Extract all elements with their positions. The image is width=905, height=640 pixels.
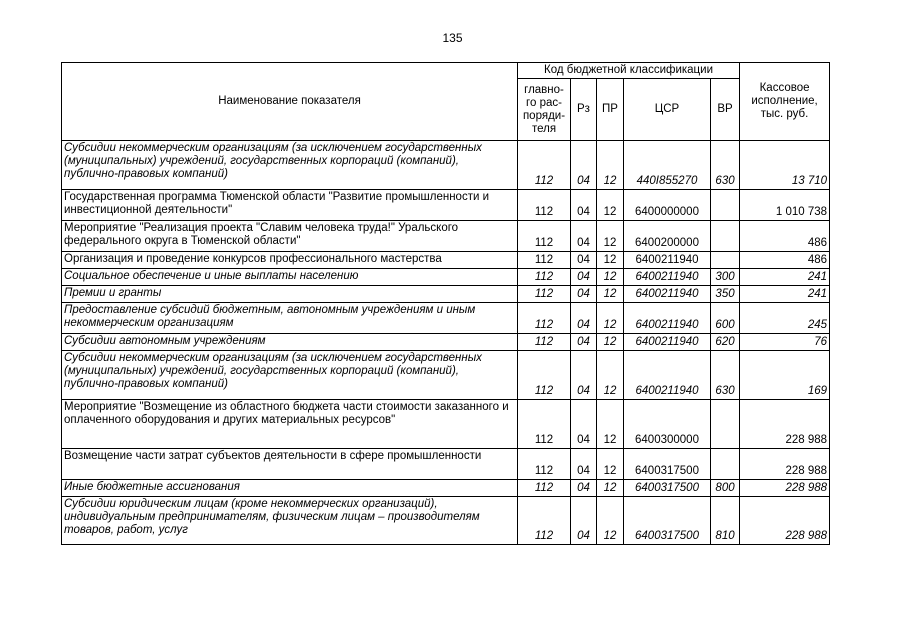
cell-grbs: 112 [518,449,571,480]
cell-grbs: 112 [518,141,571,190]
cell-pr: 12 [597,221,624,252]
cell-pr: 12 [597,334,624,351]
table-row [62,400,830,449]
cell-grbs: 112 [518,190,571,221]
table-row [62,141,830,190]
cell-pr: 12 [597,190,624,221]
cell-grbs: 112 [518,269,571,286]
cell-pr: 12 [597,497,624,545]
table-body [62,141,830,545]
cell-pr: 12 [597,400,624,449]
header-classification: Код бюджетной классификации [518,63,740,79]
cell-pr: 12 [597,141,624,190]
cell-name: Возмещение части затрат субъектов деятельности в сфере промышленности [62,449,518,480]
cell-amount: 228 988 [740,497,830,545]
cell-amount: 245 [740,303,830,334]
cell-csr: 6400317500 [624,449,711,480]
cell-grbs: 112 [518,334,571,351]
table-row [62,449,830,480]
header-csr: ЦСР [624,79,711,141]
cell-amount: 228 988 [740,400,830,449]
cell-csr: 6400211940 [624,334,711,351]
cell-rz: 04 [571,400,597,449]
cell-vr: 810 [711,497,740,545]
cell-amount: 241 [740,286,830,303]
cell-grbs: 112 [518,286,571,303]
cell-csr: 6400211940 [624,252,711,269]
cell-csr: 6400211940 [624,286,711,303]
cell-csr: 6400200000 [624,221,711,252]
page-number: 135 [442,31,463,45]
cell-csr: 6400211940 [624,303,711,334]
cell-csr: 6400211940 [624,351,711,400]
cell-name: Мероприятие "Реализация проекта "Славим человека труда!" Уральского федерального округа в Тюменской области" [62,221,518,252]
cell-name: Премии и гранты [62,286,518,303]
cell-rz: 04 [571,480,597,497]
cell-csr: 440I855270 [624,141,711,190]
cell-rz: 04 [571,449,597,480]
cell-rz: 04 [571,303,597,334]
cell-amount: 1 010 738 [740,190,830,221]
cell-amount: 228 988 [740,480,830,497]
cell-rz: 04 [571,286,597,303]
header-grbs: главно-го рас-поряди-теля [518,79,571,141]
cell-csr: 6400317500 [624,480,711,497]
header-amount: Кассовое исполнение, тыс. руб. [740,63,830,141]
cell-name: Субсидии юридическим лицам (кроме некоммерческих организаций), индивидуальным предпринимателям, физическим лицам – производителям товаров, работ, услуг [62,497,518,545]
cell-grbs: 112 [518,221,571,252]
cell-name: Мероприятие "Возмещение из областного бюджета части стоимости заказанного и оплаченного оборудования и других материальных ресурсов" [62,400,518,449]
budget-table [61,62,830,545]
cell-csr: 6400300000 [624,400,711,449]
cell-vr [711,190,740,221]
table-row [62,269,830,286]
cell-name: Субсидии некоммерческим организациям (за исключением государственных (муниципальных) учреждений, государственных корпораций (компаний), публично-правовых компаний) [62,141,518,190]
cell-rz: 04 [571,334,597,351]
cell-rz: 04 [571,269,597,286]
cell-grbs: 112 [518,252,571,269]
cell-pr: 12 [597,269,624,286]
cell-vr: 630 [711,141,740,190]
cell-vr: 300 [711,269,740,286]
cell-vr [711,400,740,449]
cell-pr: 12 [597,303,624,334]
cell-amount: 486 [740,221,830,252]
cell-grbs: 112 [518,480,571,497]
table-row [62,480,830,497]
cell-grbs: 112 [518,400,571,449]
cell-name: Иные бюджетные ассигнования [62,480,518,497]
cell-vr [711,449,740,480]
cell-vr [711,252,740,269]
cell-vr: 350 [711,286,740,303]
cell-amount: 76 [740,334,830,351]
cell-pr: 12 [597,449,624,480]
table-row [62,286,830,303]
cell-vr: 600 [711,303,740,334]
cell-amount: 169 [740,351,830,400]
header-pr: ПР [597,79,624,141]
cell-name: Государственная программа Тюменской области "Развитие промышленности и инвестиционной деятельности" [62,190,518,221]
cell-amount: 241 [740,269,830,286]
cell-vr [711,221,740,252]
cell-pr: 12 [597,480,624,497]
cell-grbs: 112 [518,303,571,334]
cell-rz: 04 [571,190,597,221]
cell-rz: 04 [571,497,597,545]
header-rz: Рз [571,79,597,141]
cell-grbs: 112 [518,497,571,545]
table-row [62,190,830,221]
cell-vr: 630 [711,351,740,400]
cell-rz: 04 [571,252,597,269]
cell-csr: 6400211940 [624,269,711,286]
cell-csr: 6400000000 [624,190,711,221]
cell-pr: 12 [597,252,624,269]
table-row [62,497,830,545]
table-row [62,334,830,351]
cell-pr: 12 [597,286,624,303]
cell-name: Организация и проведение конкурсов профессионального мастерства [62,252,518,269]
cell-rz: 04 [571,141,597,190]
header-name: Наименование показателя [62,63,518,141]
cell-vr: 620 [711,334,740,351]
cell-rz: 04 [571,351,597,400]
cell-grbs: 112 [518,351,571,400]
cell-name: Предоставление субсидий бюджетным, автономным учреждениям и иным некоммерческим организациям [62,303,518,334]
cell-pr: 12 [597,351,624,400]
table-row [62,351,830,400]
cell-name: Субсидии некоммерческим организациям (за исключением государственных (муниципальных) учреждений, государственных корпораций (компаний), публично-правовых компаний) [62,351,518,400]
cell-vr: 800 [711,480,740,497]
header-vr: ВР [711,79,740,141]
table-row [62,252,830,269]
table-row [62,221,830,252]
cell-name: Социальное обеспечение и иные выплаты населению [62,269,518,286]
table-header [62,63,830,141]
cell-rz: 04 [571,221,597,252]
cell-amount: 13 710 [740,141,830,190]
cell-amount: 228 988 [740,449,830,480]
table-row [62,303,830,334]
cell-amount: 486 [740,252,830,269]
cell-csr: 6400317500 [624,497,711,545]
cell-name: Субсидии автономным учреждениям [62,334,518,351]
